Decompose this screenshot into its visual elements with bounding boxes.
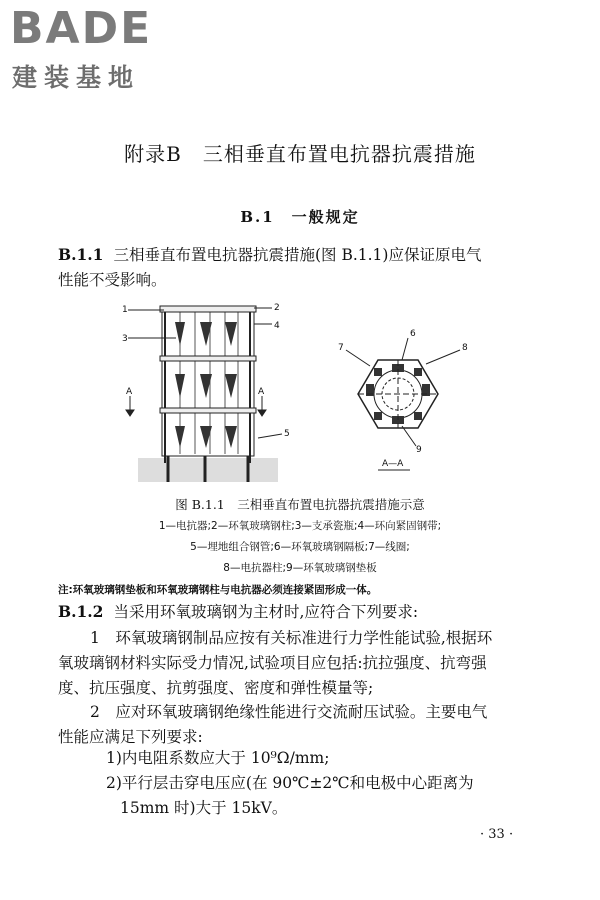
item-1 — [58, 626, 538, 701]
callout-6: 6 — [410, 329, 416, 339]
callout-7: 7 — [338, 343, 344, 353]
item-text-line: 度、抗压强度、抗剪强度、密度和弹性模量等; — [58, 679, 374, 697]
clause-number: B.1.2 — [58, 602, 104, 621]
sub-item-2 — [58, 771, 538, 821]
item-text-line: 2)平行层击穿电压应(在 90℃±2℃和电极中心距离为 — [106, 774, 474, 792]
callout-9: 9 — [416, 445, 422, 455]
reactor-seismic-figure — [120, 298, 480, 494]
item-text-line: 1 环氧玻璃钢制品应按有关标准进行力学性能试验,根据环 — [90, 629, 493, 647]
clause-b-1-1 — [58, 242, 538, 293]
section-mark-right: A — [258, 387, 265, 397]
page-number: · 33 · — [480, 827, 514, 842]
section-mark-left: A — [126, 387, 133, 397]
item-text-line: 氧玻璃钢材料实际受力情况,试验项目应包括:抗拉强度、抗弯强 — [58, 654, 487, 672]
callout-2: 2 — [274, 303, 280, 313]
item-text-line: 1)内电阻系数应大于 10⁹Ω/mm; — [106, 749, 330, 767]
sub-item-1 — [58, 746, 538, 771]
brand-logo — [10, 5, 180, 95]
callout-3: 3 — [122, 334, 128, 344]
figure-legend-line: 5—埋地组合钢管;6—环氧玻璃钢隔板;7—线圈; — [190, 541, 410, 553]
clause-b-1-2 — [58, 599, 538, 625]
figure-legend-line: 8—电抗器柱;9—环氧玻璃钢垫板 — [223, 562, 377, 574]
callout-8: 8 — [462, 343, 468, 353]
clause-number: B.1.1 — [58, 245, 104, 264]
callout-5: 5 — [284, 429, 290, 439]
callout-4: 4 — [274, 321, 280, 331]
figure-note: 注:环氧玻璃钢垫板和环氧玻璃钢柱与电抗器必须连接紧固形成一体。 — [58, 584, 378, 596]
item-text-line: 15mm 时)大于 15kV。 — [120, 799, 288, 817]
ground-foundation — [138, 458, 278, 482]
section-label: A—A — [382, 459, 404, 469]
logo-brand-text: BADE — [10, 3, 153, 54]
figure-legend-line: 1—电抗器;2—环氧玻璃钢柱;3—支承瓷瓶;4—环向紧固钢带; — [158, 520, 442, 532]
item-2 — [58, 700, 538, 750]
item-text-line: 2 应对环氧玻璃钢绝缘性能进行交流耐压试验。主要电气 — [90, 703, 488, 721]
figure-caption: 图 B.1.1 三相垂直布置电抗器抗震措施示意 — [175, 497, 425, 512]
clause-text-line: 三相垂直布置电抗器抗震措施(图 B.1.1)应保证原电气 — [113, 246, 482, 264]
item-text-line: 性能应满足下列要求: — [58, 728, 203, 746]
appendix-title: 附录B 三相垂直布置电抗器抗震措施 — [124, 142, 476, 166]
clause-text-line: 当采用环氧玻璃钢为主材时,应符合下列要求: — [113, 603, 419, 621]
callout-1: 1 — [122, 305, 128, 315]
clause-text-line: 性能不受影响。 — [58, 271, 167, 289]
section-title: B.1 一般规定 — [240, 208, 360, 226]
logo-subtitle: 建装基地 — [12, 63, 141, 92]
